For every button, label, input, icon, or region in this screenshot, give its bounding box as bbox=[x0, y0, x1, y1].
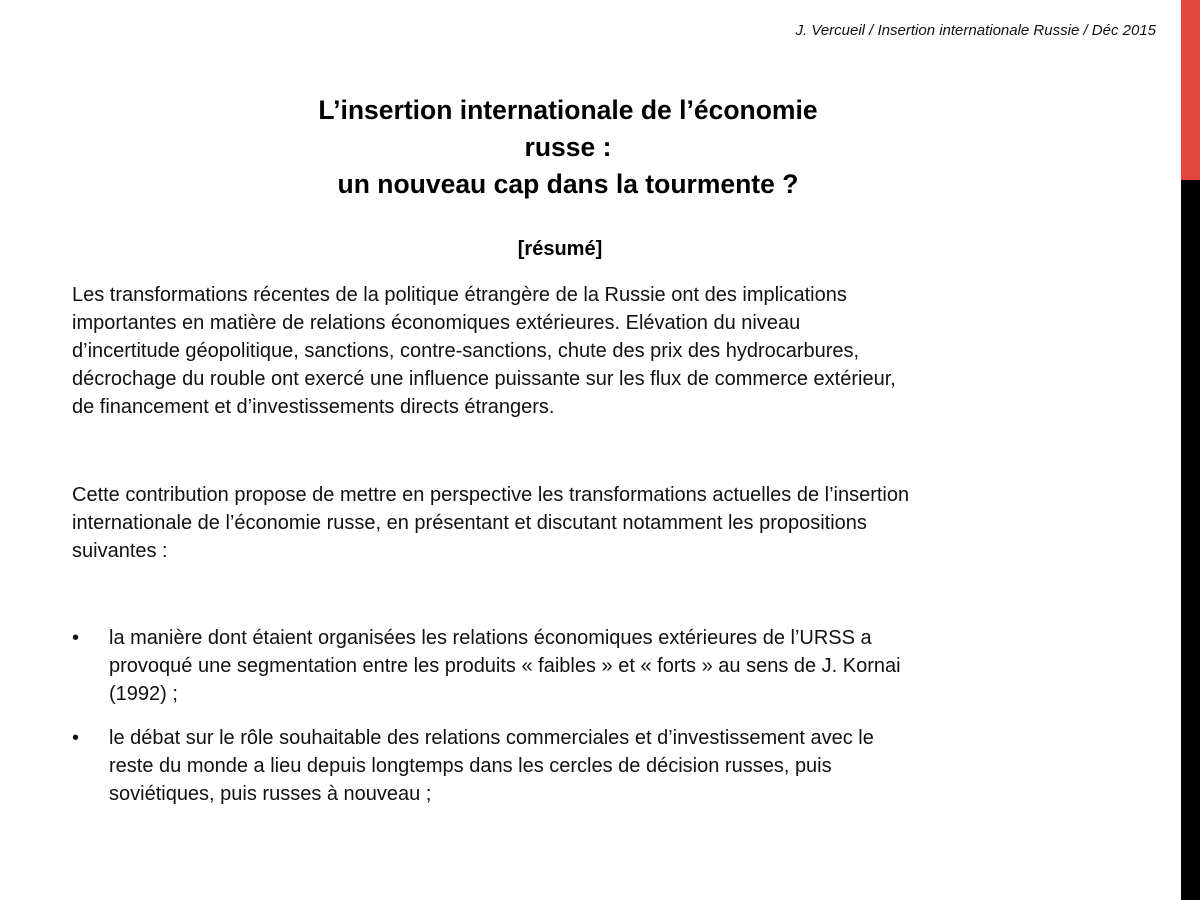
paragraph-line: Cette contribution propose de mettre en perspective les transformations actuelles de l’insertion bbox=[72, 484, 910, 506]
title-line: un nouveau cap dans la tourmente ? bbox=[337, 169, 799, 199]
list-item-line: (1992) ; bbox=[109, 683, 178, 705]
paragraph-contribution bbox=[72, 481, 1092, 565]
paragraph-intro bbox=[72, 281, 1092, 421]
side-accent-bar bbox=[1181, 0, 1200, 900]
side-accent-red bbox=[1181, 0, 1200, 180]
bullet-icon: • bbox=[72, 727, 80, 749]
paragraph-line: internationale de l’économie russe, en présentant et discutant notamment les propositions bbox=[72, 512, 867, 534]
summary-label: [résumé] bbox=[517, 238, 603, 260]
paragraph-line: suivantes : bbox=[72, 540, 168, 562]
list-item-line: le débat sur le rôle souhaitable des relations commerciales et d’investissement avec le bbox=[109, 727, 874, 749]
paragraph-line: Les transformations récentes de la politique étrangère de la Russie ont des implications bbox=[72, 284, 847, 306]
side-accent-black bbox=[1181, 180, 1200, 900]
title-line: L’insertion internationale de l’économie bbox=[318, 95, 818, 125]
paragraph-line: de financement et d’investissements directs étrangers. bbox=[72, 396, 555, 418]
paragraph-line: importantes en matière de relations économiques extérieures. Elévation du niveau bbox=[72, 312, 801, 334]
list-item bbox=[72, 724, 1092, 808]
propositions-list bbox=[72, 624, 1092, 824]
page-title bbox=[250, 92, 886, 203]
title-line: russe : bbox=[524, 132, 612, 162]
list-item-line: la manière dont étaient organisées les relations économiques extérieures de l’URSS a bbox=[109, 627, 872, 649]
list-item-line: reste du monde a lieu depuis longtemps dans les cercles de décision russes, puis bbox=[109, 755, 832, 777]
bullet-icon: • bbox=[72, 627, 80, 649]
list-item-line: provoqué une segmentation entre les produits « faibles » et « forts » au sens de J. Kornai bbox=[109, 655, 901, 677]
paragraph-line: d’incertitude géopolitique, sanctions, contre-sanctions, chute des prix des hydrocarbures, bbox=[72, 340, 860, 362]
list-item bbox=[72, 624, 1092, 708]
paragraph-line: décrochage du rouble ont exercé une influence puissante sur les flux de commerce extérieur, bbox=[72, 368, 896, 390]
header-credit: J. Vercueil / Insertion internationale Russie / Déc 2015 bbox=[795, 22, 1156, 39]
list-item-line: soviétiques, puis russes à nouveau ; bbox=[109, 783, 432, 805]
